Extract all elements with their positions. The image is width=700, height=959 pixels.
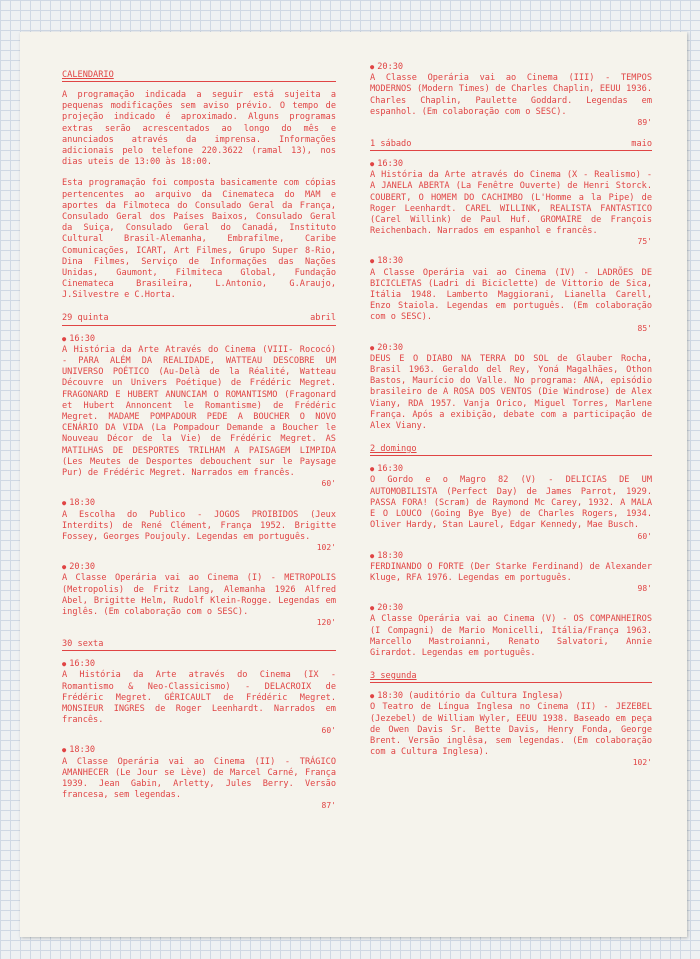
entry-description: A História da Arte Através do Cinema (VIII- Rococó) - PARA ALÉM DA REALIDADE, WATTEAU DESCOBRE UM UNIVERSO POÉTICO (Au-Delà de la Réalité, Watteau Découvre un Univers Poétique) de Frédéric Megret. FRAGONARD E HUBERT ANUNCIAM O ROMANTISMO (Fragonard et Hubert Annoncent le Romantisme) de Frédéric Megret. MADAME POMPADOUR PEDE A BOUCHER O NOVO CENÁRIO DA VIDA (La Pompadour Demande a Boucher le Nouveau Décor de la Vie) de Frédéric Megret. AS MATILHAS DE DESPORTES TRILHAM A PAISAGEM LIMPIDA (Les Meutes de Desportes debouchent sur le Paysage Pur) de Frédéric Megret. Narrados em francês. xyxy=(62,344,336,479)
day-label: 1 sábado xyxy=(370,138,412,149)
entry-duration: 98' xyxy=(637,584,652,594)
entry-duration: 89' xyxy=(637,118,652,128)
entry-description: A Classe Operária vai ao Cinema (V) - OS COMPANHEIROS (I Compagni) de Mario Monicelli, Itália/França 1963. Marcello Mastroianni, Renato Salvatori, Annie Girardot. Legendas em português. xyxy=(370,614,652,658)
day-label: 30 sexta xyxy=(62,638,104,649)
entry-time: ● 16:30 xyxy=(370,159,652,170)
program-entry xyxy=(370,343,652,433)
right-column xyxy=(370,62,652,777)
program-entry xyxy=(62,562,336,627)
entry-duration: 102' xyxy=(632,758,652,768)
entry-time: ● 18:30 (auditório da Cultura Inglesa) xyxy=(370,691,652,702)
entry-description: FERDINANDO O FORTE (Der Starke Ferdinand) de Alexander Kluge, RFA 1976. Legendas em português. xyxy=(370,561,652,583)
day-label: 3 segunda xyxy=(370,670,417,681)
entry-time: ● 20:30 xyxy=(370,603,652,614)
entry-time: ● 20:30 xyxy=(370,343,652,354)
entry-description: A Classe Operária vai ao Cinema (II) - TRÁGICO AMANHECER (Le Jour se Lève) de Marcel Carné, França 1939. Jean Gabin, Arletty, Jules Berry. Versão francesa, sem legendas. xyxy=(62,756,336,801)
calendar-title: CALENDARIO xyxy=(62,69,114,80)
day-header-3 xyxy=(370,669,652,683)
day-label: 2 domingo xyxy=(370,444,417,455)
program-entry xyxy=(62,745,336,810)
left-column xyxy=(62,62,336,820)
day-header-29 xyxy=(62,312,336,326)
entry-description: A Escolha do Publico - JOGOS PROIBIDOS (Jeux Interdits) de René Clément, França 1952. Brigitte Fossey, Georges Poujouly. Legendas em português. xyxy=(62,509,336,542)
entry-duration: 75' xyxy=(637,237,652,247)
entry-time: ● 20:30 xyxy=(62,562,336,573)
entry-description: A História da Arte através do Cinema (IX - Romantismo & Neo-Classicismo) - DELACROIX de Frédéric Megret. GÉRICAULT de Frédéric Megret. MONSIEUR INGRES de Roger Leenhardt. Narrados em francês. xyxy=(62,670,336,726)
entry-duration: 60' xyxy=(637,531,652,541)
entry-time: ● 16:30 xyxy=(62,659,336,670)
program-entry xyxy=(370,464,652,540)
calendar-header xyxy=(62,68,336,82)
entry-description: O Teatro de Língua Inglesa no Cinema (II) - JEZEBEL (Jezebel) de William Wyler, EEUU 1938. Baseado em peça de Owen Davis Sr. Bette Davis, Henry Fonda, George Brent. Versão inglêsa, sem legendas. (Em colaboração com a Cultura Inglesa). xyxy=(370,702,652,758)
program-entry xyxy=(370,256,652,332)
intro-paragraph-1: A programação indicada a seguir está sujeita a pequenas modificações sem aviso prévio. O tempo de projeção indicado é aproximado. Alguns programas extras serão acrescentados ao longo do mês e anunciados através da imprensa. Informações adicionais pelo telefone 220.3622 (ramal 13), nos dias uteis de 13:00 às 18:00. xyxy=(62,90,336,168)
entry-time: ● 16:30 xyxy=(62,334,336,345)
entry-time: ● 18:30 xyxy=(62,498,336,509)
entry-time: ● 16:30 xyxy=(370,464,652,475)
entry-description: A Classe Operária vai ao Cinema (IV) - LADRÕES DE BICICLETAS (Ladri di Biciclette) de Vittorio de Sica, Itália 1948. Lamberto Maggiorani, Lianella Carell, Enzo Staiola. Legendas em português. (Em colaboração com o SESC). xyxy=(370,267,652,323)
entry-description: A História da Arte através do Cinema (X - Realismo) - A JANELA ABERTA (La Fenêtre Ouverte) de Henri Storck. COUBERT, O HOMEM DO CACHIMBO (L'Homme a la Pipe) de Roger Leenhardt. CAREL WILLINK, REALISTA FANTASTICO (Carel Willink) de Paul Huf. GROMAIRE de François Reichenbach. Narrados em espanhol e francês. xyxy=(370,170,652,237)
program-entry xyxy=(370,691,652,767)
entry-description: A Classe Operária vai ao Cinema (I) - METROPOLIS (Metropolis) de Fritz Lang, Alemanha 1926 Alfred Abel, Brigitte Helm, Rudolf Klein-Rogge. Legendas em inglês. (Em colaboração com o SESC). xyxy=(62,573,336,617)
entry-duration: 102' xyxy=(316,543,336,553)
entry-duration: 85' xyxy=(637,323,652,333)
entry-description: A Classe Operária vai ao Cinema (III) - TEMPOS MODERNOS (Modern Times) de Charles Chaplin, EEUU 1936. Charles Chaplin, Paulette Goddard. Legendas em espanhol. (Em colaboração com o SESC). xyxy=(370,73,652,117)
entry-duration: 60' xyxy=(321,479,336,489)
day-header-30 xyxy=(62,637,336,651)
month-label: maio xyxy=(631,138,652,149)
entry-time: ● 18:30 xyxy=(370,551,652,562)
program-entry xyxy=(370,62,652,127)
month-label: abril xyxy=(310,313,336,324)
entry-duration: 120' xyxy=(316,618,336,628)
program-page xyxy=(20,32,687,937)
entry-duration: 60' xyxy=(321,726,336,736)
day-header-1 xyxy=(370,137,652,151)
program-entry xyxy=(62,498,336,552)
program-entry xyxy=(370,159,652,246)
program-entry xyxy=(370,551,652,594)
day-header-2 xyxy=(370,442,652,456)
intro-paragraph-2: Esta programação foi composta basicamente com cópias pertencentes ao arquivo da Cinemateca do MAM e aportes da Filmoteca do Consulado Geral da França, Consulado Geral dos Países Baixos, Consulado Geral da Suiça, Consulado Geral do Canadá, Instituto Cultural Brasil-Alemanha, Embrafilme, Caribe Comunicações, ICART, Art Filmes, Grupo Super 8-Rio, Dina Filmes, Serviço de Informações das Nações Unidas, Gaumont, Filmiteca Global, Fundação Cinemateca Brasileira, L.Antonio, G.Araujo, J.Silvestre e C.Horta. xyxy=(62,178,336,301)
program-entry xyxy=(370,603,652,659)
entry-time: ● 18:30 xyxy=(62,745,336,756)
program-entry xyxy=(62,334,336,489)
day-label: 29 quinta xyxy=(62,313,109,324)
entry-duration: 87' xyxy=(321,801,336,811)
entry-description: O Gordo e o Magro 82 (V) - DELICIAS DE UM AUTOMOBILISTA (Perfect Day) de James Parrot, 1929. PASSA FORA! (Scram) de Raymond Mc Carey, 1932. A MALA E O LOUCO (Going Bye Bye) de Charles Rogers, 1934. Oliver Hardy, Stan Laurel, Edgar Kennedy, Mae Busch. xyxy=(370,475,652,531)
entry-description: DEUS E O DIABO NA TERRA DO SOL de Glauber Rocha, Brasil 1963. Geraldo del Rey, Yoná Magalhães, Othon Bastos, Maurício do Valle. No programa: ANA, episódio brasileiro de A ROSA DOS VENTOS (Die Windrose) de Alex Viany, RDA 1957. Vanja Orico, Miguel Torres, Marlene França. Após a exibição, debate com a participação de Alex Viany. xyxy=(370,353,652,432)
program-entry xyxy=(62,659,336,735)
entry-time: ● 20:30 xyxy=(370,62,652,73)
entry-time: ● 18:30 xyxy=(370,256,652,267)
